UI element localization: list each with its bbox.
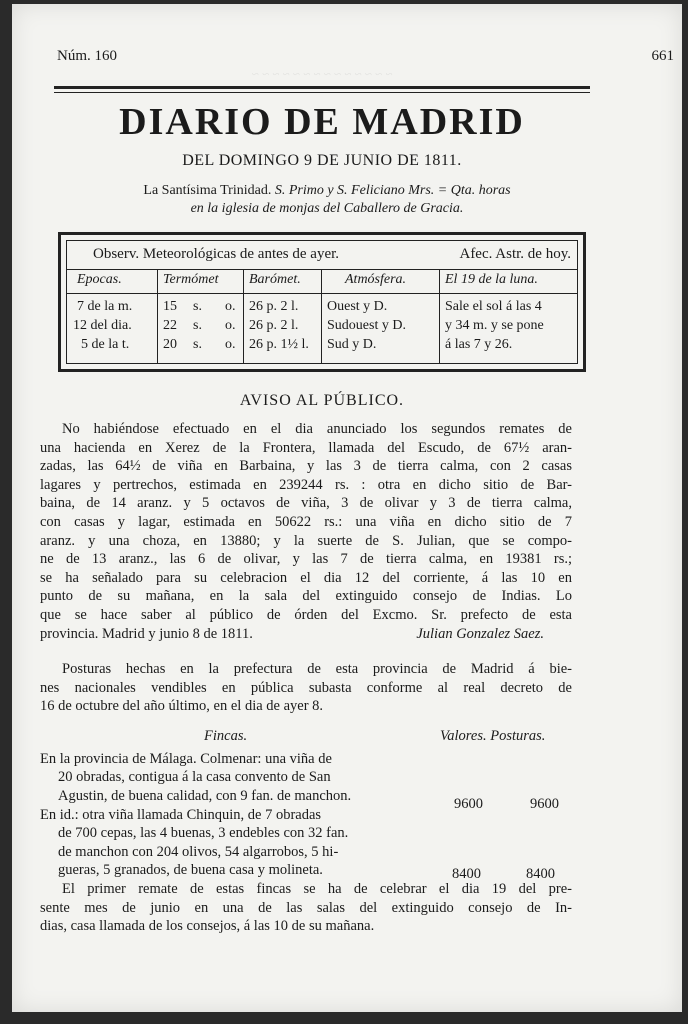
dateline: DEL DOMINGO 9 DE JUNIO DE 1811. bbox=[182, 152, 462, 169]
column-divider bbox=[439, 269, 440, 363]
col-epocas: Epocas. bbox=[77, 272, 122, 287]
aviso-title: AVISO AL PÚBLICO. bbox=[239, 392, 405, 409]
aviso-closing: provincia. Madrid y junio 8 de 1811. bbox=[40, 625, 253, 642]
table-rule bbox=[67, 269, 577, 270]
row3-atm: Sud y D. bbox=[327, 337, 377, 352]
column-divider bbox=[243, 269, 244, 363]
aviso-line: No habiéndose efectuado en el dia anunciado los segundos remates de bbox=[62, 421, 572, 437]
remate-line: sente mes de junio en una de las salas del extinguido consejo de In- bbox=[40, 899, 572, 916]
finca-1-postura: 9600 bbox=[530, 796, 559, 812]
newspaper-page bbox=[12, 4, 682, 1012]
finca-2-postura: 8400 bbox=[526, 866, 555, 882]
row3-term-unit: s. bbox=[193, 337, 202, 352]
finca-line: En id.: otra viña llamada Chinquin, de 7 obradas bbox=[40, 807, 322, 823]
aviso-line: con casas y lagar, estimada en 50622 rs.: una viña en dicho sitio de 7 bbox=[40, 513, 572, 530]
header-rule-thin bbox=[54, 92, 590, 93]
aviso-body bbox=[40, 420, 572, 643]
aviso-signature: Julian Gonzalez Saez. bbox=[416, 625, 544, 642]
posturas-line: Posturas hechas en la prefectura de esta provincia de Madrid á bie- bbox=[62, 661, 572, 677]
remate-line: El primer remate de estas fincas se ha de celebrar el dia 19 del pre- bbox=[62, 881, 572, 897]
finca-2-valor: 8400 bbox=[452, 866, 481, 882]
row1-term: 15 bbox=[163, 299, 177, 314]
aviso-line: que se hace saber al público de órden del Excmo. Sr. prefecto de esta bbox=[40, 606, 572, 623]
row1-term-zero: o. bbox=[225, 299, 236, 314]
issue-number: Núm. 160 bbox=[57, 48, 117, 64]
remate-body bbox=[40, 880, 572, 936]
aviso-line: baina, de 14 aranz. y 5 octavos de viña, 3 de olivar y 3 de tierra calma, bbox=[40, 495, 572, 512]
posturas-body bbox=[40, 660, 572, 716]
table-rule bbox=[67, 293, 577, 294]
aviso-line: punto de su mañana, en la sala del extinguido consejo de Indias. Lo bbox=[40, 588, 572, 605]
posturas-line: 16 de octubre del año último, en el dia de ayer 8. bbox=[40, 698, 324, 715]
row1-term-unit: s. bbox=[193, 299, 202, 314]
aviso-last-line bbox=[40, 625, 572, 644]
row2-epoca: 12 del dia. bbox=[73, 318, 132, 333]
finca-line: En la provincia de Málaga. Colmenar: una viña de bbox=[40, 751, 332, 767]
weather-title: Observ. Meteorológicas de antes de ayer. bbox=[93, 246, 340, 262]
column-divider bbox=[157, 269, 158, 363]
aviso-line: zadas, las 64½ de viña en Barbaina, y las 3 de tierra calma, con 2 casas bbox=[40, 458, 572, 475]
finca-line: de manchon con 204 olivos, 54 algarrobos, 5 hi- bbox=[58, 843, 339, 860]
finca-entry-1 bbox=[40, 750, 351, 805]
aviso-line: ne de 13 aranz., las 6 de olivar, y las 7 de tierra calma, en 19381 rs.; bbox=[40, 551, 572, 568]
aviso-line: una hacienda en Xerez de la Frontera, llamada del Escudo, de 67½ aran- bbox=[40, 439, 572, 456]
row2-atm: Sudouest y D. bbox=[327, 318, 406, 333]
weather-table bbox=[58, 232, 586, 372]
finca-entry-2 bbox=[40, 806, 348, 880]
remate-line: dias, casa llamada de los consejos, á las 10 de su mañana. bbox=[40, 918, 375, 935]
row2-baro: 26 p. 2 l. bbox=[249, 318, 299, 333]
header-rule-thick bbox=[54, 86, 590, 89]
astro-line1: Sale el sol á las 4 bbox=[445, 299, 542, 314]
row3-epoca: 5 de la t. bbox=[81, 337, 130, 352]
row1-baro: 26 p. 2 l. bbox=[249, 299, 299, 314]
column-divider bbox=[321, 269, 322, 363]
bleed-through-text: ~ ~ ~ ~ ~ ~ ~ ~ ~ ~ ~ ~ ~ ~ bbox=[252, 66, 393, 81]
row1-epoca: 7 de la m. bbox=[77, 299, 133, 314]
saints-hours: = Qta. horas bbox=[437, 183, 511, 198]
saints-of-the-day bbox=[72, 182, 582, 218]
saints-church: en la iglesia de monjas del Caballero de Gracia. bbox=[190, 201, 464, 216]
row3-baro: 26 p. 1½ l. bbox=[249, 337, 309, 352]
astro-line3: á las 7 y 26. bbox=[445, 337, 513, 352]
aviso-line: lagares y pertrechos, estimada en 239244 rs. : otra en dicho sitio de Bar- bbox=[40, 476, 572, 493]
aviso-line: aranz. y una choza, en 13880; y la suerte de S. Julian, que se compo- bbox=[40, 532, 572, 549]
col-valores-header: Valores. Posturas. bbox=[440, 728, 546, 744]
col-barometro: Barómet. bbox=[249, 272, 301, 287]
row2-term: 22 bbox=[163, 318, 177, 333]
col-atmosfera: Atmósfera. bbox=[345, 272, 407, 287]
col-termometro: Termómet bbox=[163, 272, 219, 287]
saints-martyrs: S. Primo y S. Feliciano Mrs. bbox=[274, 183, 435, 198]
row2-term-unit: s. bbox=[193, 318, 202, 333]
astro-line2: y 34 m. y se pone bbox=[445, 318, 544, 333]
finca-line: gueras, 5 granados, de buena casa y molineta. bbox=[58, 862, 323, 879]
page-number: 661 bbox=[651, 48, 674, 64]
posturas-line: nes nacionales vendibles en pública subasta conforme al real decreto de bbox=[40, 679, 572, 696]
finca-line: de 700 cepas, las 4 buenas, 3 endebles con 32 fan. bbox=[58, 825, 349, 842]
row3-term: 20 bbox=[163, 337, 177, 352]
col-luna: El 19 de la luna. bbox=[445, 272, 538, 287]
row1-atm: Ouest y D. bbox=[327, 299, 388, 314]
masthead-title: DIARIO DE MADRID bbox=[119, 101, 525, 143]
row3-term-zero: o. bbox=[225, 337, 236, 352]
saints-trinity: La Santísima Trinidad. bbox=[143, 183, 272, 198]
finca-1-valor: 9600 bbox=[454, 796, 483, 812]
col-fincas-header: Fincas. bbox=[204, 728, 248, 744]
page-header bbox=[57, 48, 674, 68]
row2-term-zero: o. bbox=[225, 318, 236, 333]
finca-line: 20 obradas, contigua á la casa convento de San bbox=[58, 769, 331, 786]
finca-line: Agustin, de buena calidad, con 9 fan. de manchon. bbox=[58, 787, 352, 804]
aviso-line: se ha señalado para su celebracion el dia 12 del corriente, á las 10 en bbox=[40, 569, 572, 586]
astro-title: Afec. Astr. de hoy. bbox=[459, 246, 571, 262]
